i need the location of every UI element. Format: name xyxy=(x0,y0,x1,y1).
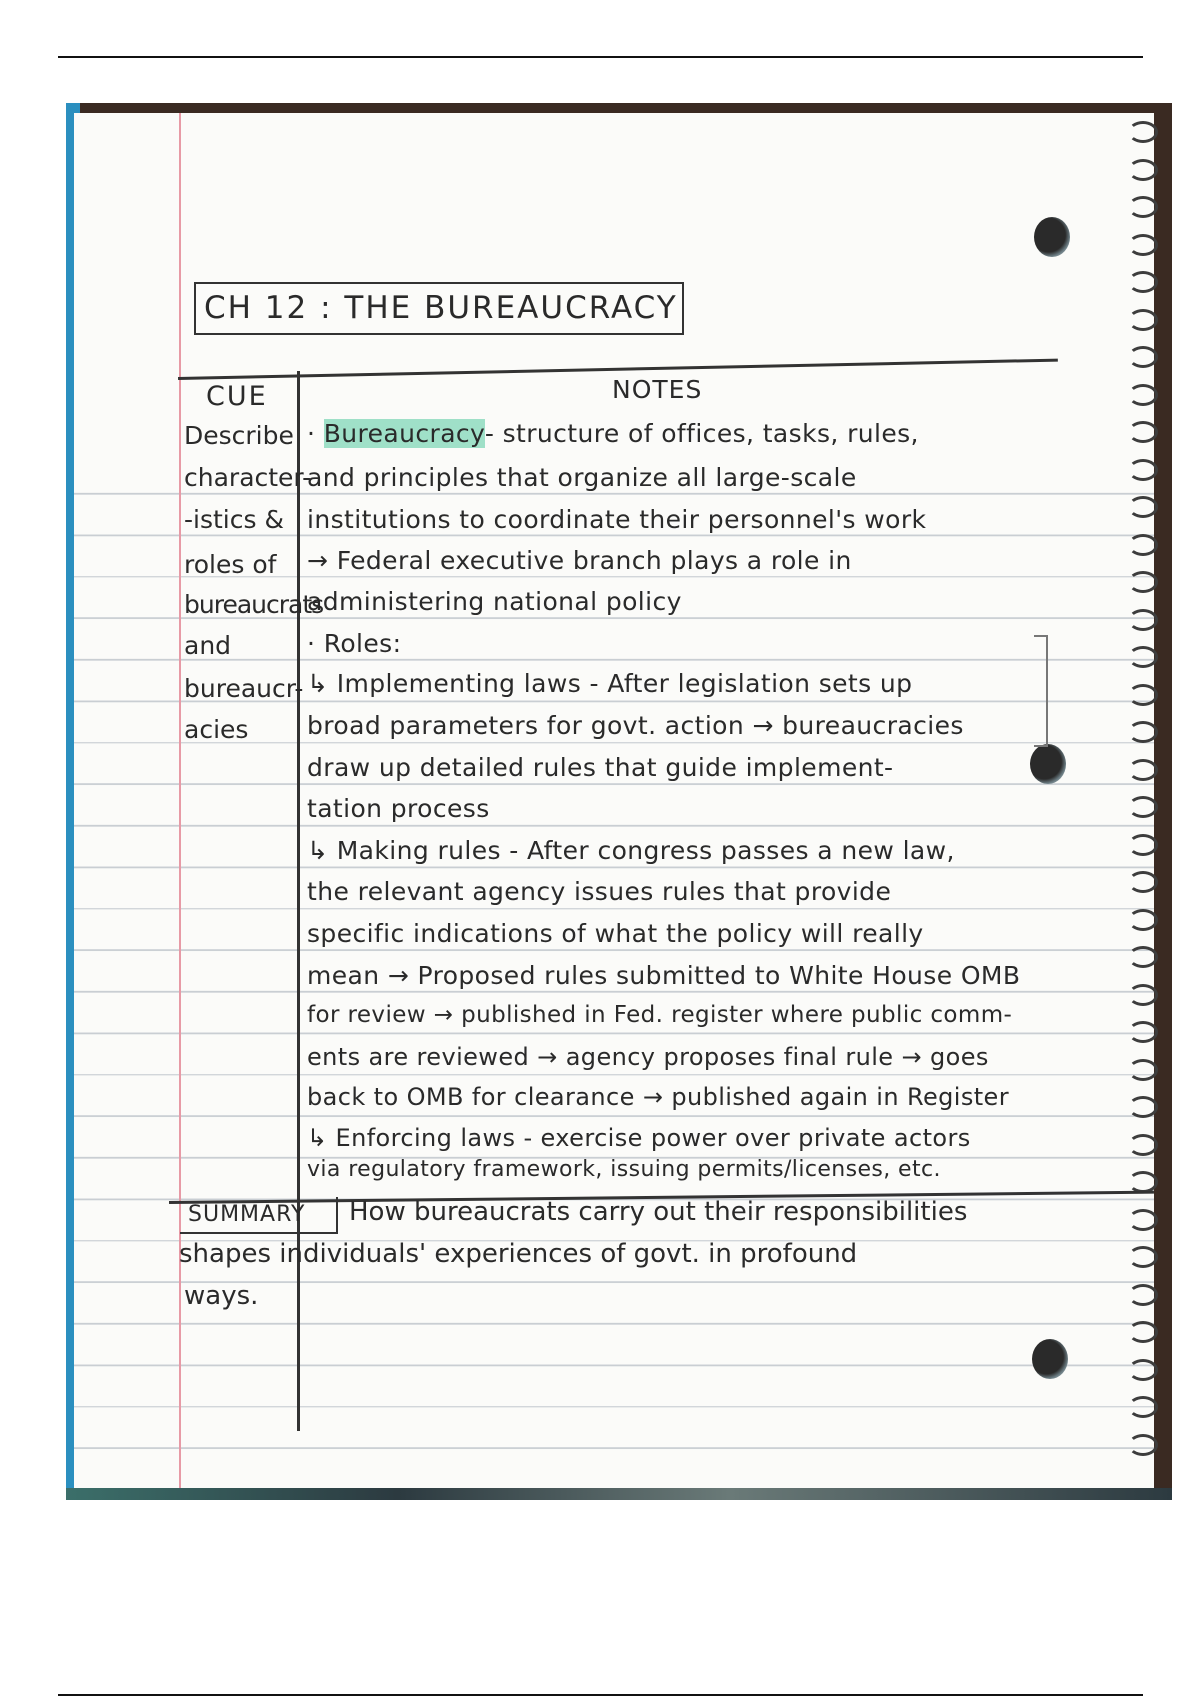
spiral-coil xyxy=(1128,796,1158,818)
note-line: administering national policy xyxy=(307,587,682,616)
cue-header: CUE xyxy=(206,381,268,412)
note-line: broad parameters for govt. action → bureaucracies xyxy=(307,711,964,740)
note-line: ↳ Making rules - After congress passes a new law, xyxy=(307,836,955,865)
note-line-1: · Bureaucracy- structure of offices, tasks, rules, xyxy=(307,419,919,448)
spiral-coil xyxy=(1128,1134,1158,1156)
note-line: → Federal executive branch plays a role in xyxy=(307,546,852,575)
spiral-coil xyxy=(1128,1059,1158,1081)
note-line: and principles that organize all large-scale xyxy=(307,463,857,492)
note-line: specific indications of what the policy will really xyxy=(307,919,924,948)
spiral-coil xyxy=(1128,234,1158,256)
margin-bracket xyxy=(1034,635,1048,747)
spiral-coil xyxy=(1128,384,1158,406)
note-line: mean → Proposed rules submitted to White House OMB xyxy=(307,961,1021,990)
spiral-coil xyxy=(1128,1359,1158,1381)
spiral-coil xyxy=(1128,984,1158,1006)
note-line: for review → published in Fed. register where public comm- xyxy=(307,1002,1013,1028)
spiral-coil xyxy=(1128,309,1158,331)
spiral-coil xyxy=(1128,684,1158,706)
spiral-coil xyxy=(1128,159,1158,181)
notebook-paper xyxy=(74,113,1154,1488)
spiral-coil xyxy=(1128,834,1158,856)
spiral-coil xyxy=(1128,759,1158,781)
spiral-coil xyxy=(1128,1434,1158,1456)
top-rule xyxy=(58,56,1143,58)
spiral-coil xyxy=(1128,271,1158,293)
spiral-coil xyxy=(1128,646,1158,668)
cue-column-divider xyxy=(297,371,300,1431)
note-line: · Roles: xyxy=(307,629,402,658)
spiral-coil xyxy=(1128,459,1158,481)
note-line: draw up detailed rules that guide implement- xyxy=(307,753,894,782)
note-line: institutions to coordinate their personnel's work xyxy=(307,505,927,534)
note-line: ents are reviewed → agency proposes final rule → goes xyxy=(307,1043,989,1071)
cue-line: Describe xyxy=(184,421,294,450)
summary-line: ways. xyxy=(184,1281,259,1311)
cue-line: character- xyxy=(184,463,312,492)
note-line: tation process xyxy=(307,794,490,823)
cue-line: and xyxy=(184,631,232,660)
spiral-coil xyxy=(1128,1396,1158,1418)
summary-line: shapes individuals' experiences of govt. in profound xyxy=(179,1239,858,1269)
spiral-coil xyxy=(1128,1021,1158,1043)
highlighted-term: Bureaucracy xyxy=(323,419,485,448)
note-line: back to OMB for clearance → published again in Register xyxy=(307,1083,1009,1111)
spiral-coil xyxy=(1128,909,1158,931)
punch-hole-top xyxy=(1034,217,1070,257)
punch-hole-bottom xyxy=(1032,1339,1068,1379)
note-line: ↳ Enforcing laws - exercise power over private actors xyxy=(307,1124,971,1152)
spiral-coil xyxy=(1128,1284,1158,1306)
spiral-coil xyxy=(1128,946,1158,968)
spiral-coil xyxy=(1128,571,1158,593)
bottom-rule xyxy=(58,1694,1143,1696)
spiral-coil xyxy=(1128,609,1158,631)
summary-label: SUMMARY xyxy=(180,1197,338,1234)
spiral-coil xyxy=(1128,1321,1158,1343)
note-line: the relevant agency issues rules that provide xyxy=(307,877,892,906)
spiral-coil xyxy=(1128,421,1158,443)
notebook-bottom-edge xyxy=(66,1488,1172,1500)
spiral-binding xyxy=(1124,121,1158,1481)
notebook-photo xyxy=(66,103,1172,1500)
cue-line: bureaucr- xyxy=(184,674,304,703)
cue-line: acies xyxy=(184,715,249,744)
spiral-coil xyxy=(1128,871,1158,893)
spiral-coil xyxy=(1128,1096,1158,1118)
spiral-coil xyxy=(1128,121,1158,143)
spiral-coil xyxy=(1128,1209,1158,1231)
spiral-coil xyxy=(1128,534,1158,556)
cue-line: roles of xyxy=(184,550,277,579)
spiral-coil xyxy=(1128,196,1158,218)
spiral-coil xyxy=(1128,721,1158,743)
notes-header: NOTES xyxy=(612,375,703,404)
note-line: via regulatory framework, issuing permits/licenses, etc. xyxy=(307,1157,941,1182)
summary-line: How bureaucrats carry out their responsibilities xyxy=(349,1197,968,1227)
cue-line: -istics & xyxy=(184,505,284,534)
cue-line: bureaucrats xyxy=(184,590,324,619)
note-line: ↳ Implementing laws - After legislation sets up xyxy=(307,669,913,698)
punch-hole-middle xyxy=(1030,744,1066,784)
spiral-coil xyxy=(1128,496,1158,518)
margin-line xyxy=(179,113,181,1488)
spiral-coil xyxy=(1128,1246,1158,1268)
note-text: - structure of offices, tasks, rules, xyxy=(484,419,919,448)
spiral-coil xyxy=(1128,346,1158,368)
chapter-title: CH 12 : THE BUREAUCRACY xyxy=(194,282,684,335)
